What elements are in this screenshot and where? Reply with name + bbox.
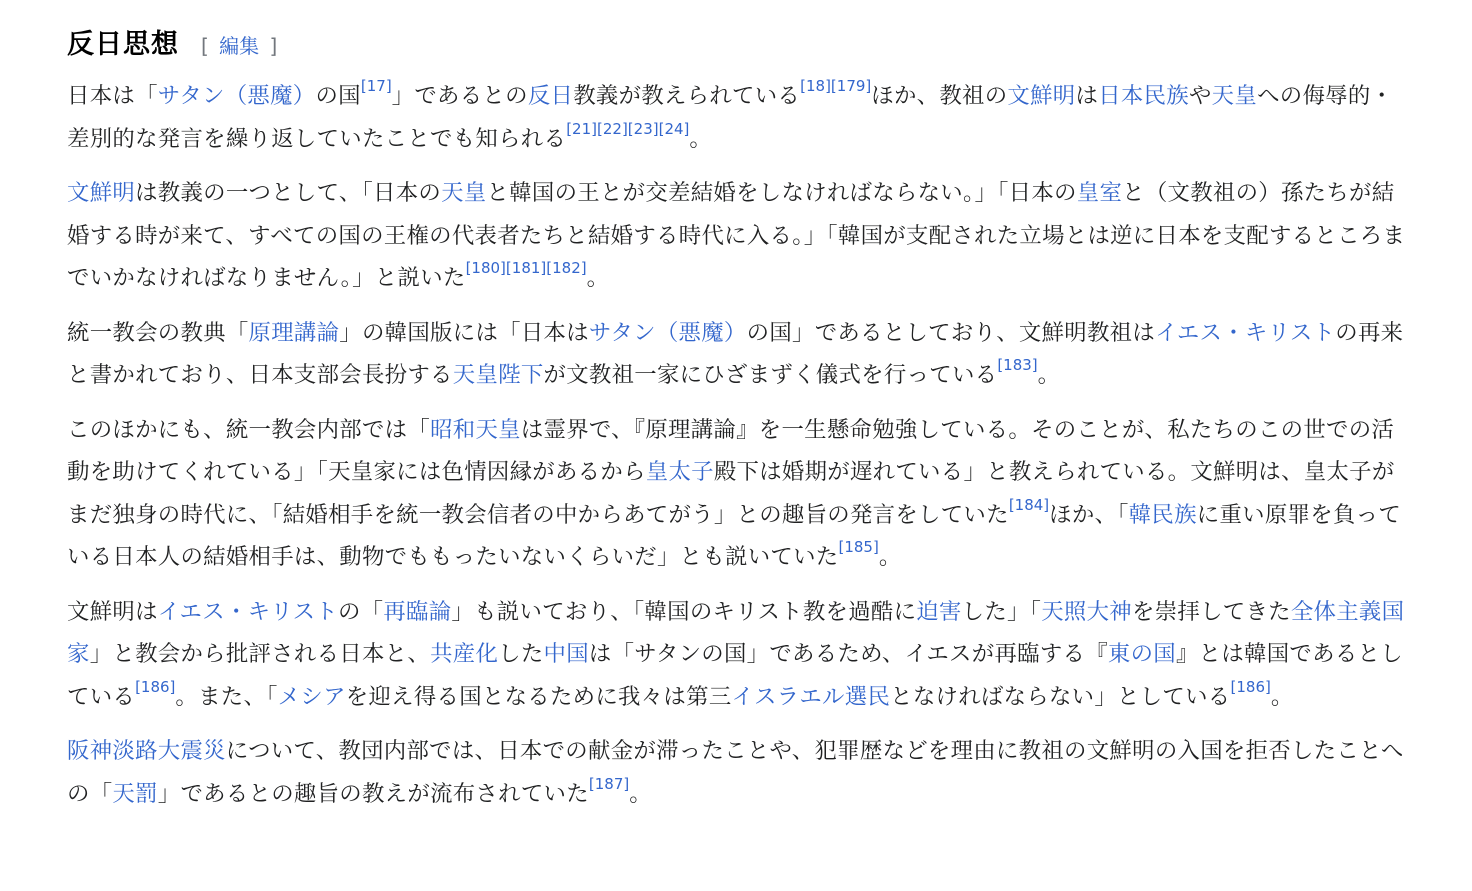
text: について、教団内部では、日本での献金が滞ったことや、犯罪歴などを理由に教祖の文鮮明の入国を拒否したことへの「 bbox=[67, 738, 1404, 807]
article-content bbox=[67, 22, 1412, 827]
text: を崇拝してきた bbox=[1132, 598, 1291, 625]
text: 。 bbox=[1270, 683, 1294, 710]
text: の再来と書かれており、日本支部会長扮する bbox=[67, 319, 1404, 388]
text: 」も説いており、「韓国のキリスト教を過酷に bbox=[451, 598, 917, 625]
text: 。 bbox=[878, 544, 902, 570]
paragraph-2 bbox=[67, 172, 1412, 300]
reference[interactable]: [17] bbox=[360, 77, 392, 95]
link-emperor[interactable]: 天皇 bbox=[441, 180, 487, 206]
text: ほか、教祖の bbox=[871, 83, 1008, 109]
edit-bracket-close: ] bbox=[269, 34, 278, 58]
link-sun-myung-moon[interactable]: 文鮮明 bbox=[67, 180, 136, 206]
reference[interactable]: [186] bbox=[135, 677, 176, 696]
text: 」であるとの bbox=[391, 83, 528, 109]
text: や bbox=[1188, 83, 1212, 109]
text: への侮辱的・差別的な発言を繰り返していたことでも知られる bbox=[67, 83, 1394, 152]
reference[interactable]: [180] bbox=[465, 259, 506, 277]
text: と（文教祖の）孫たちが結婚する時が来て、すべての国の王権の代表者たちと結婚する時代に入る。」「韓国が支配された立場とは逆に日本を支配するところまでいかなければなりません。」と説いた bbox=[67, 180, 1406, 291]
text: 。 bbox=[1037, 362, 1061, 388]
link-korean-people[interactable]: 韓民族 bbox=[1128, 501, 1197, 528]
text: の国 bbox=[315, 83, 361, 109]
link-anti-japan[interactable]: 反日 bbox=[527, 83, 574, 109]
link-showa-emperor[interactable]: 昭和天皇 bbox=[430, 416, 521, 443]
section-heading bbox=[67, 22, 1412, 61]
link-emperor[interactable]: 天皇 bbox=[1211, 83, 1258, 109]
link-satan[interactable]: サタン（悪魔） bbox=[157, 83, 316, 109]
text: は教義の一つとして、「日本の bbox=[135, 180, 442, 206]
reference[interactable]: [184] bbox=[1008, 495, 1050, 514]
text: は「サタンの国」であるため、イエスが再臨する『 bbox=[588, 641, 1108, 667]
text: は bbox=[1075, 83, 1099, 109]
text: ほか、「 bbox=[1049, 501, 1129, 528]
text: は霊界で、『原理講論』を一生懸命勉強している。そのことが、私たちのこの世での活動を助けてくれている」「天皇家には色情因縁があるから bbox=[67, 416, 1395, 485]
link-chosen-people[interactable]: 選民 bbox=[844, 683, 891, 710]
link-communization[interactable]: 共産化 bbox=[430, 641, 499, 667]
text: 。 bbox=[629, 780, 652, 807]
text: が文教祖一家にひざまずく儀式を行っている bbox=[543, 362, 998, 388]
section-title: 反日思想 bbox=[67, 29, 179, 60]
text: 。 bbox=[689, 125, 713, 152]
text: このほかにも、統一教会内部では「 bbox=[67, 416, 431, 443]
text: 統一教会の教典「 bbox=[67, 319, 249, 346]
reference[interactable]: [182] bbox=[546, 259, 587, 277]
reference[interactable]: [23] bbox=[627, 119, 659, 138]
link-japanese-people[interactable]: 日本民族 bbox=[1098, 83, 1189, 109]
text: 殿下は婚期が遅れている」と教えられている。文鮮明は、皇太子がまだ独身の時代に、「結婚相手を統一教会信者の中からあてがう」との趣旨の発言をしていた bbox=[67, 459, 1395, 528]
text: 。また、「 bbox=[175, 683, 278, 710]
paragraph-5 bbox=[67, 591, 1412, 719]
text: 」であるとの趣旨の教えが流布されていた bbox=[157, 780, 589, 807]
link-imperial-house[interactable]: 皇室 bbox=[1076, 180, 1123, 206]
text: した」「 bbox=[961, 598, 1042, 625]
link-divine-punishment[interactable]: 天罰 bbox=[112, 780, 158, 807]
text: 」の韓国版には「日本は bbox=[339, 319, 589, 346]
link-satan[interactable]: サタン（悪魔） bbox=[588, 319, 747, 346]
reference[interactable]: [187] bbox=[588, 774, 630, 793]
link-second-coming[interactable]: 再臨論 bbox=[383, 598, 452, 625]
text: 日本は「 bbox=[67, 83, 158, 109]
reference[interactable]: [22] bbox=[597, 119, 628, 138]
text: 」と教会から批評される日本と、 bbox=[89, 641, 431, 667]
text: の「 bbox=[337, 598, 384, 625]
text: に重い原罪を負っている日本人の結婚相手は、動物でももったいないくらいだ」とも説いていた bbox=[67, 501, 1402, 570]
link-israel[interactable]: イスラエル bbox=[731, 683, 845, 710]
paragraph-6 bbox=[67, 730, 1412, 815]
link-amaterasu[interactable]: 天照大神 bbox=[1041, 598, 1132, 625]
reference[interactable]: [186] bbox=[1230, 677, 1271, 696]
link-divine-principle[interactable]: 原理講論 bbox=[248, 319, 340, 346]
text: と韓国の王とが交差結婚をしなければならない。」「日本の bbox=[486, 180, 1077, 206]
paragraph-1 bbox=[67, 75, 1412, 160]
paragraph-3 bbox=[67, 312, 1412, 397]
text: した bbox=[498, 641, 544, 667]
reference[interactable]: [21] bbox=[566, 119, 597, 138]
reference[interactable]: [179] bbox=[830, 77, 872, 95]
paragraph-4 bbox=[67, 409, 1412, 579]
text: 。 bbox=[586, 265, 610, 291]
text: 教義が教えられている bbox=[573, 83, 801, 109]
link-totalitarian-state[interactable]: 全体主義国家 bbox=[67, 598, 1405, 667]
edit-section bbox=[201, 30, 277, 59]
link-jesus-christ[interactable]: イエス・キリスト bbox=[1155, 319, 1336, 346]
text: 文鮮明は bbox=[67, 598, 158, 625]
link-hanshin-earthquake[interactable]: 阪神淡路大震災 bbox=[67, 738, 226, 764]
reference[interactable]: [181] bbox=[505, 259, 547, 277]
text: を迎え得る国となるために我々は第三 bbox=[345, 683, 732, 710]
link-china[interactable]: 中国 bbox=[543, 641, 589, 667]
reference[interactable]: [185] bbox=[838, 538, 879, 556]
link-jesus-christ[interactable]: イエス・キリスト bbox=[157, 598, 338, 625]
text: 』とは韓国であるとしている bbox=[67, 641, 1403, 710]
link-persecution[interactable]: 迫害 bbox=[916, 598, 962, 625]
link-crown-prince[interactable]: 皇太子 bbox=[645, 459, 714, 485]
reference[interactable]: [183] bbox=[997, 356, 1038, 374]
link-messiah[interactable]: メシア bbox=[277, 683, 346, 710]
reference[interactable]: [18] bbox=[800, 77, 831, 95]
reference[interactable]: [24] bbox=[658, 119, 690, 138]
text: となければならない」としている bbox=[890, 683, 1231, 710]
text: の国」であるとしており、文鮮明教祖は bbox=[746, 319, 1156, 346]
edit-link[interactable]: 編集 bbox=[219, 34, 260, 58]
link-sun-myung-moon[interactable]: 文鮮明 bbox=[1007, 83, 1076, 109]
link-emperor-majesty[interactable]: 天皇陛下 bbox=[452, 362, 544, 388]
edit-bracket-open: [ bbox=[201, 34, 209, 58]
link-eastern-country[interactable]: 東の国 bbox=[1107, 641, 1176, 667]
